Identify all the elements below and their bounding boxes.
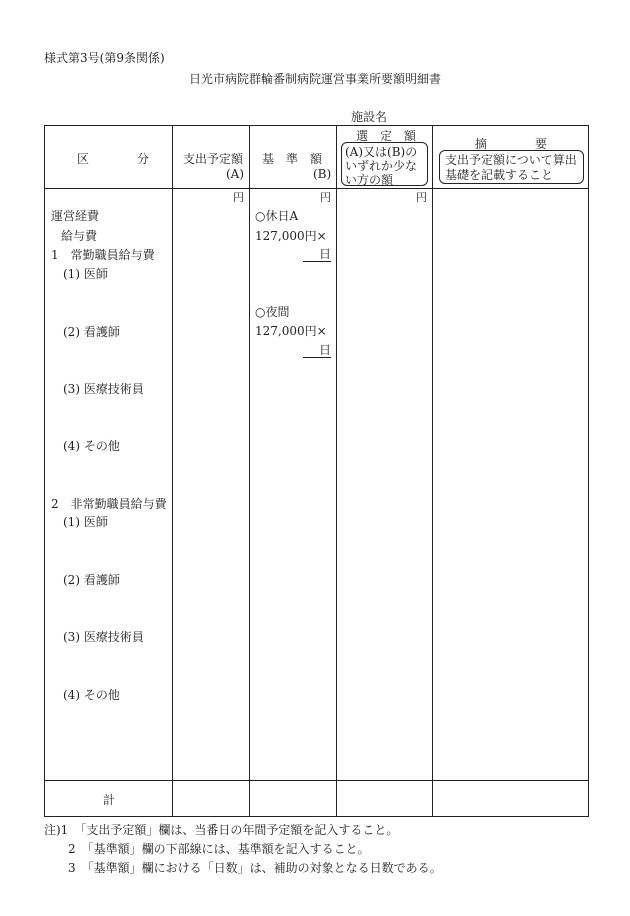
note-line: 3 「基準額」欄における「日数」は、補助の対象となる日数である。 <box>44 861 442 875</box>
header-divider <box>45 188 588 189</box>
column-divider <box>432 126 433 816</box>
remarks-note-line: 基礎を記載すること <box>445 168 554 182</box>
facility-name-field[interactable] <box>351 111 578 126</box>
selected-note-line: いずれか少な <box>345 159 418 173</box>
selected-note-line: (A)又は(B)の <box>345 145 418 159</box>
budget-unit: 円 <box>233 191 244 204</box>
note-line: 注)1 「支出予定額」欄は、当番日の年間予定額を記入すること。 <box>44 823 399 837</box>
form-number: 様式第3号(第9条関係) <box>44 51 165 65</box>
night-days-field[interactable] <box>303 344 331 358</box>
row-label: (1) 医師 <box>63 515 108 529</box>
row-label: (4) その他 <box>63 688 120 702</box>
row-label: 給与費 <box>61 229 98 243</box>
holiday-label: ○休日A <box>255 209 299 223</box>
row-label: 1 常勤職員給与費 <box>51 248 155 262</box>
row-label: (4) その他 <box>63 439 120 453</box>
selected-note-line: い方の額 <box>345 173 394 187</box>
standard-code: (B) <box>313 167 332 181</box>
row-label: (2) 看護師 <box>63 573 120 587</box>
row-label: (3) 医療技術員 <box>63 382 144 396</box>
row-label: (3) 医療技術員 <box>63 630 144 644</box>
row-label: (1) 医師 <box>63 267 108 281</box>
expense-detail-table <box>44 125 589 817</box>
night-unit: 日 <box>318 343 331 357</box>
night-amount: 127,000円× <box>255 324 327 338</box>
budget-code: (A) <box>226 167 245 181</box>
remarks-header: 摘 要 <box>475 137 548 151</box>
holiday-unit: 日 <box>318 247 331 261</box>
standard-header: 基 準 額 <box>262 152 323 166</box>
remarks-note-line: 支出予定額について算出 <box>445 153 577 167</box>
holiday-amount: 127,000円× <box>255 229 327 243</box>
standard-unit: 円 <box>320 191 331 204</box>
facility-label: 施設名 <box>351 110 388 124</box>
holiday-days-field[interactable] <box>303 248 331 262</box>
row-label: (2) 看護師 <box>63 325 120 339</box>
budget-header: 支出予定額 <box>183 152 244 166</box>
column-divider <box>336 126 337 816</box>
total-divider <box>45 780 588 781</box>
column-divider <box>249 126 250 816</box>
document-title: 日光市病院群輪番制病院運営事業所要額明細書 <box>188 72 441 86</box>
category-header: 区 分 <box>77 152 150 166</box>
selected-unit: 円 <box>416 191 427 204</box>
night-label: ○夜間 <box>255 305 290 319</box>
column-divider <box>172 126 173 816</box>
selected-header: 選 定 額 <box>356 129 417 143</box>
total-label: 計 <box>103 793 116 807</box>
note-line: 2 「基準額」欄の下部線には、基準額を記入すること。 <box>44 842 370 856</box>
row-label: 2 非常勤職員給与費 <box>51 497 167 511</box>
row-label: 運営経費 <box>51 209 100 223</box>
